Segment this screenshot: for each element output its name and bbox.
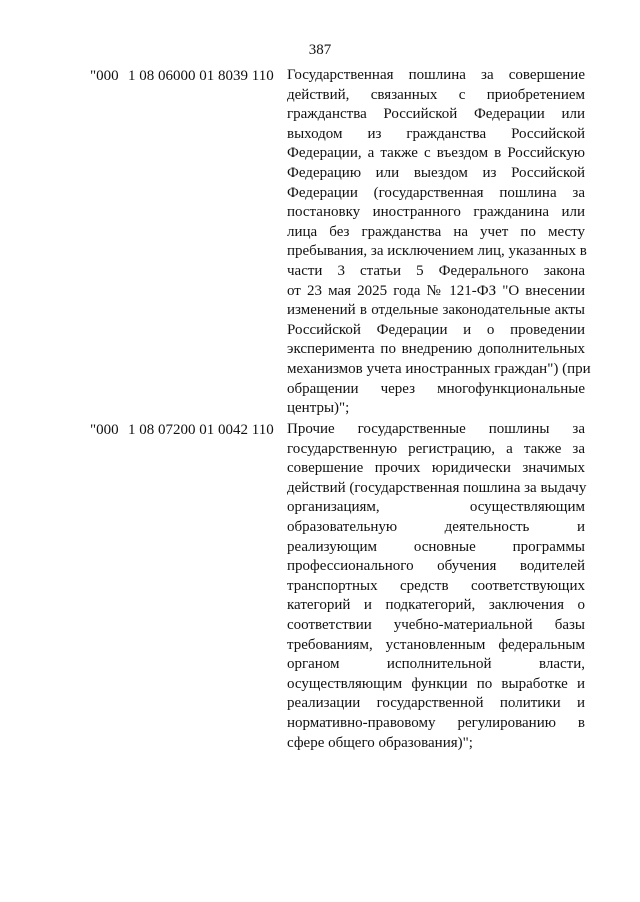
description-line: действий, связанных с приобретением	[287, 86, 585, 103]
description-line: выходом из гражданства Российской	[287, 125, 585, 142]
description-line: Государственная пошлина за совершение	[287, 67, 585, 83]
description-line: образовательную деятельность и	[287, 518, 585, 535]
description-line: лица без гражданства на учет по месту	[287, 223, 585, 240]
entry-code: 1 08 06000 01 8039 110	[128, 68, 274, 84]
description-line: пребывания, за исключением лиц, указанных в	[287, 243, 587, 260]
description-line: требованиям, установленным федеральным	[287, 636, 585, 653]
page-number: 387	[308, 42, 332, 58]
description-line: Федерации, а также с въездом в Российскую	[287, 145, 585, 162]
entry-code: 1 08 07200 01 0042 110	[128, 422, 274, 438]
description-line: органом исполнительной власти,	[287, 656, 585, 673]
description-line: реализующим основные программы	[287, 538, 585, 555]
entry-code-prefix: "000	[90, 422, 119, 438]
entry-code-prefix: "000	[90, 68, 119, 84]
description-line: от 23 мая 2025 года № 121-ФЗ "О внесении	[287, 282, 585, 299]
description-line: реализации государственной политики и	[287, 695, 585, 712]
description-line: сфере общего образования)";	[287, 734, 473, 751]
description-line: транспортных средств соответствующих	[287, 577, 585, 594]
description-line: эксперимента по внедрению дополнительных	[287, 341, 585, 358]
description-line: части 3 статьи 5 Федерального закона	[287, 262, 585, 279]
description-line: центры)";	[287, 400, 350, 417]
description-line: Федерацию или выездом из Российской	[287, 164, 585, 181]
description-line: действий (государственная пошлина за выдачу	[287, 479, 587, 496]
description-line: Прочие государственные пошлины за	[287, 421, 585, 437]
description-line: категорий и подкатегорий, заключения о	[287, 597, 585, 614]
entry-description	[287, 420, 585, 753]
description-line: постановку иностранного гражданина или	[287, 204, 585, 221]
description-line: гражданства Российской Федерации или	[287, 106, 585, 123]
description-line: нормативно-правовому регулированию в	[287, 714, 585, 731]
description-line: обращении через многофункциональные	[287, 380, 585, 397]
description-line: соответствии учебно-материальной базы	[287, 616, 585, 633]
description-line: изменений в отдельные законодательные акты	[287, 302, 585, 319]
description-line: профессионального обучения водителей	[287, 558, 585, 575]
description-line: Федерации (государственная пошлина за	[287, 184, 585, 201]
description-line: совершение прочих юридически значимых	[287, 460, 585, 477]
description-line: осуществляющим функции по выработке и	[287, 675, 585, 692]
description-line: Российской Федерации и о проведении	[287, 321, 585, 338]
description-line: организациям, осуществляющим	[287, 499, 585, 516]
description-line: механизмов учета иностранных граждан") (при	[287, 360, 591, 377]
description-line: государственную регистрацию, а также за	[287, 440, 585, 457]
entry-description	[287, 66, 591, 419]
